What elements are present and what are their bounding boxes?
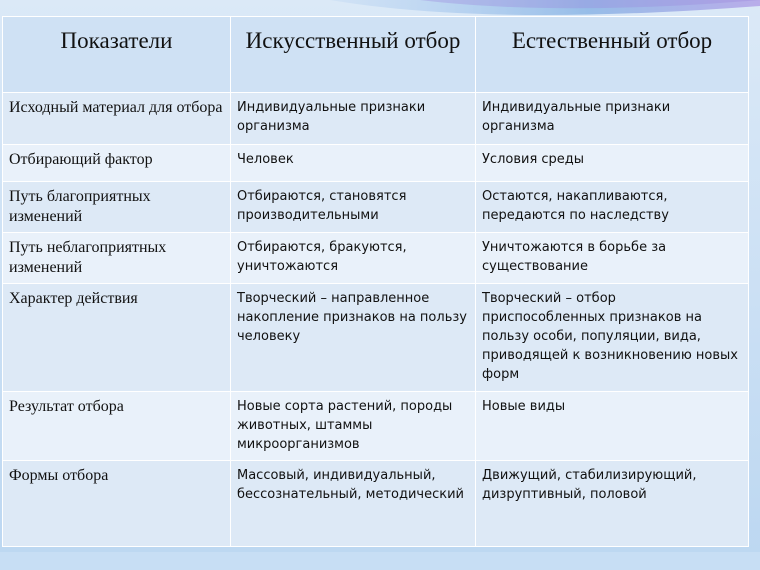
artificial-cell: Человек <box>231 145 476 182</box>
header-artificial-selection: Искусственный отбор <box>231 17 476 93</box>
indicator-cell: Характер действия <box>3 284 231 392</box>
table-row <box>3 182 749 233</box>
header-natural-selection: Естественный отбор <box>476 17 749 93</box>
indicator-cell: Путь благоприятных изменений <box>3 182 231 233</box>
natural-cell: Индивидуальные признаки организма <box>476 93 749 145</box>
natural-cell: Условия среды <box>476 145 749 182</box>
natural-cell: Новые виды <box>476 392 749 461</box>
indicator-cell: Путь неблагоприятных изменений <box>3 233 231 284</box>
table-row <box>3 461 749 547</box>
table-row <box>3 392 749 461</box>
indicator-cell: Формы отбора <box>3 461 231 547</box>
artificial-cell: Массовый, индивидуальный, бессознательный, методический <box>231 461 476 547</box>
artificial-cell: Новые сорта растений, породы животных, штаммы микроорганизмов <box>231 392 476 461</box>
table-row <box>3 93 749 145</box>
table-row <box>3 233 749 284</box>
comparison-table <box>2 16 749 547</box>
artificial-cell: Творческий – направленное накопление признаков на пользу человеку <box>231 284 476 392</box>
natural-cell: Уничтожаются в борьбе за существование <box>476 233 749 284</box>
artificial-cell: Индивидуальные признаки организма <box>231 93 476 145</box>
indicator-cell: Исходный материал для отбора <box>3 93 231 145</box>
header-row <box>3 17 749 93</box>
table-row <box>3 145 749 182</box>
indicator-cell: Результат отбора <box>3 392 231 461</box>
table-row <box>3 284 749 392</box>
artificial-cell: Отбираются, бракуются, уничтожаются <box>231 233 476 284</box>
header-indicators: Показатели <box>3 17 231 93</box>
natural-cell: Остаются, накапливаются, передаются по наследству <box>476 182 749 233</box>
artificial-cell: Отбираются, становятся производительными <box>231 182 476 233</box>
natural-cell: Творческий – отбор приспособленных признаков на пользу особи, популяции, вида, приводящей к возникновению новых форм <box>476 284 749 392</box>
indicator-cell: Отбирающий фактор <box>3 145 231 182</box>
natural-cell: Движущий, стабилизирующий, дизруптивный, половой <box>476 461 749 547</box>
